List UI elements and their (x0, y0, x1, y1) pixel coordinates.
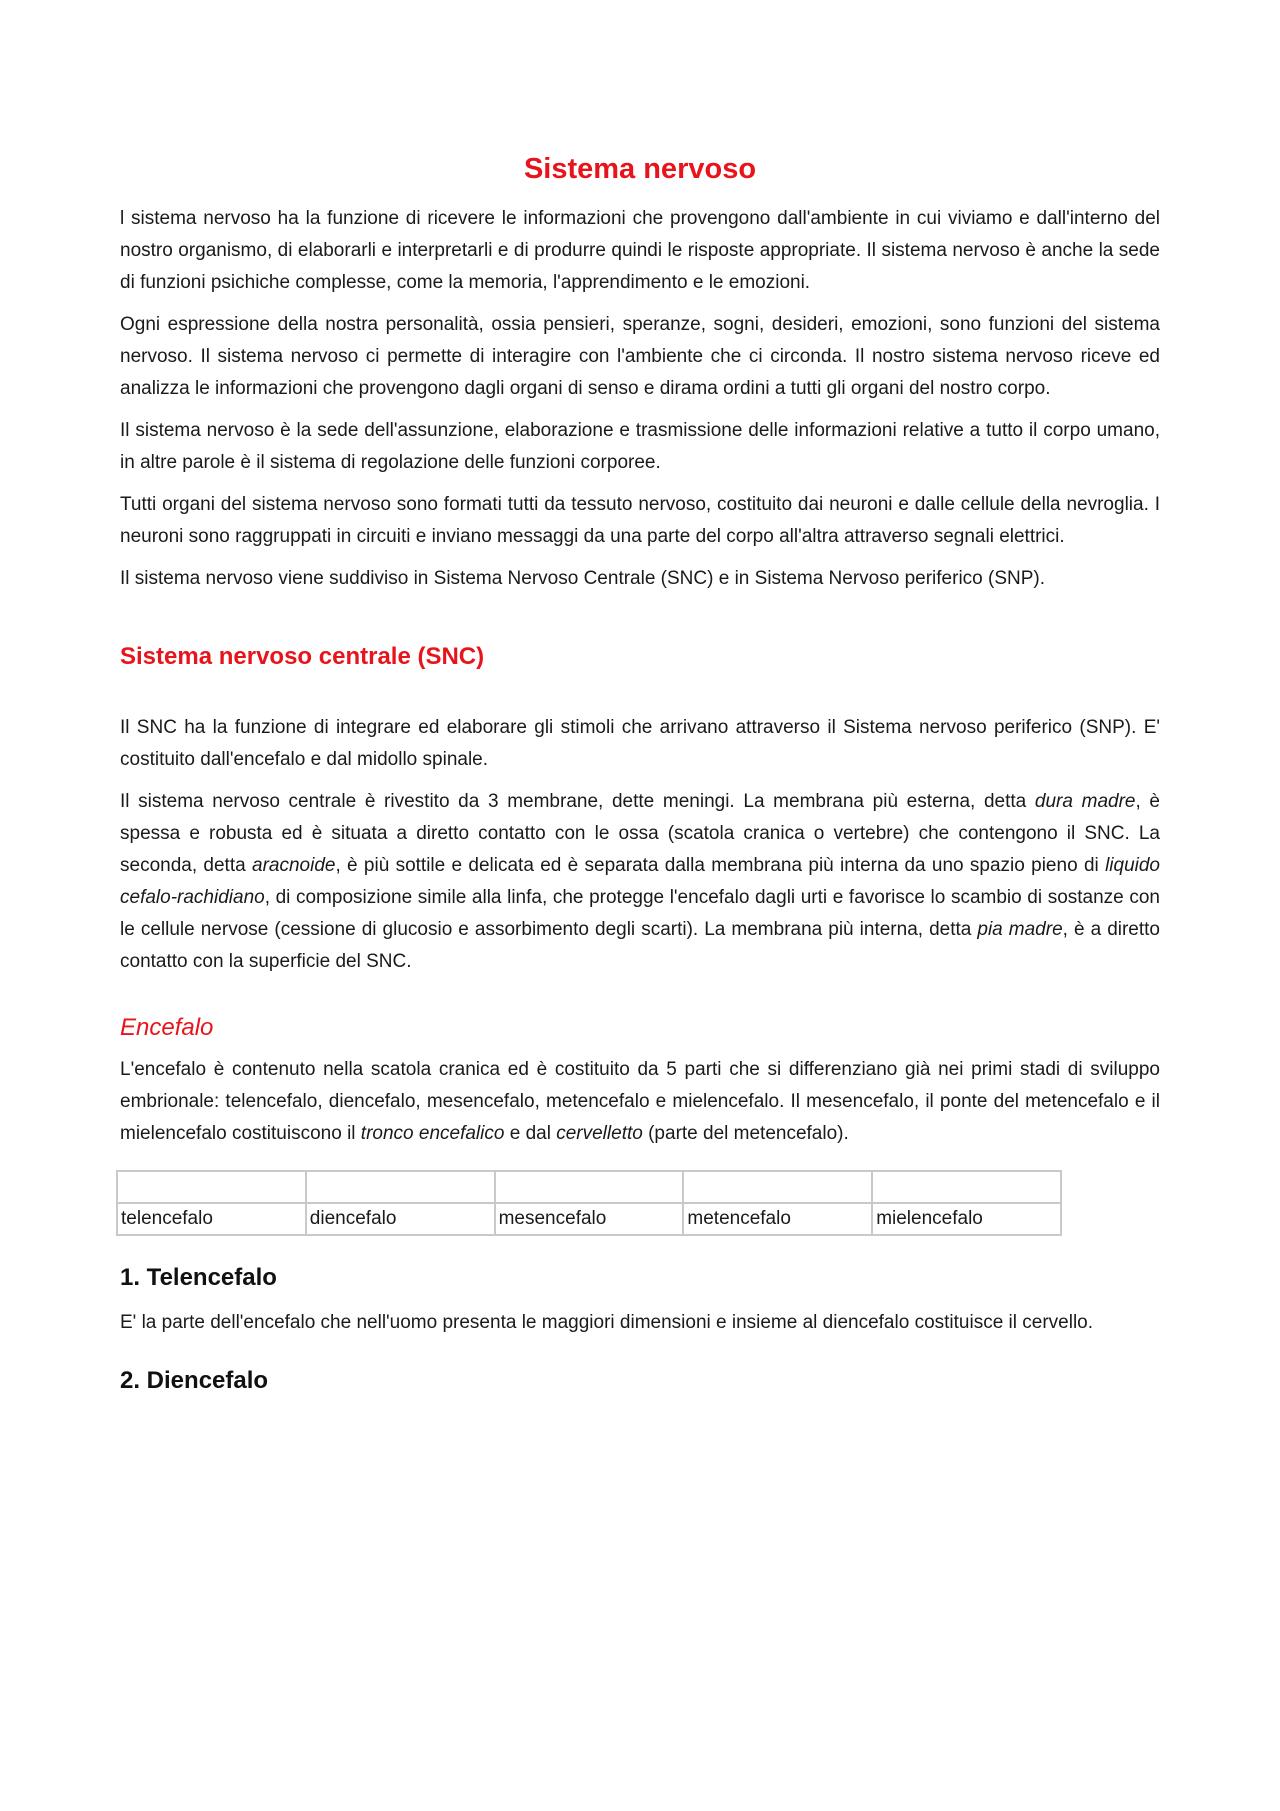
snc-paragraph-2 (120, 786, 1160, 978)
text-run: , è a diretto contatto con la superficie del SNC. (120, 918, 1160, 972)
term-liquido-cefalo-rachidiano: liquido cefalo-rachidiano (120, 854, 1160, 908)
intro-paragraph-1: l sistema nervoso ha la funzione di ricevere le informazioni che provengono dall'ambiente in cui viviamo e dall'interno del nostro organismo, di elaborarli e interpretarli e di produrre quindi le risposte appropriate. Il sistema nervoso è anche la sede di funzioni psichiche complesse, come la memoria, l'apprendimento e le emozioni. (120, 207, 1160, 293)
term-pia-madre: pia madre (977, 918, 1063, 940)
table-cell: mesencefalo (495, 1203, 684, 1235)
intro-paragraph-5: Il sistema nervoso viene suddiviso in Sistema Nervoso Centrale (SNC) e in Sistema Nervoso periferico (SNP). (120, 567, 1046, 589)
table-cell: metencefalo (683, 1203, 872, 1235)
table-cell (117, 1171, 306, 1203)
text-run: L'encefalo è contenuto nella scatola cranica ed è costituito da 5 parti che si differenziano già nei primi stadi di sviluppo embrionale: telencefalo, diencefalo, mesencefalo, metencefalo e mielencefalo. Il mesencefalo, il ponte del metencefalo e il mielencefalo costituiscono il (120, 1059, 1160, 1145)
encefalo-parts-table (116, 1170, 1062, 1236)
text-run: , è spessa e robusta ed è situata a diretto contatto con le ossa (scatola cranica o vertebre) che contengono il SNC. La seconda, detta (120, 790, 1160, 876)
text-run: (parte del metencefalo). (642, 1123, 849, 1145)
table-cell: diencefalo (306, 1203, 495, 1235)
diencefalo-heading: 2. Diencefalo (120, 1367, 269, 1395)
table-cell: telencefalo (117, 1203, 306, 1235)
table-row (117, 1171, 1061, 1203)
encefalo-paragraph (120, 1054, 1160, 1150)
text-run: e dal (504, 1123, 557, 1145)
table-cell (306, 1171, 495, 1203)
table-cell (872, 1171, 1061, 1203)
text-run: , di composizione simile alla linfa, che protegge l'encefalo dagli urti e favorisce lo scambio di sostanze con le cellule nervose (cessione di glucosio e assorbimento degli scarti). La membrana più interna, detta (120, 886, 1160, 940)
telencefalo-paragraph: E' la parte dell'encefalo che nell'uomo presenta le maggiori dimensioni e insieme al diencefalo costituisce il cervello. (120, 1312, 1094, 1334)
document-page (120, 140, 1160, 1410)
intro-paragraph-4: Tutti organi del sistema nervoso sono formati tutti da tessuto nervoso, costituito dai neuroni e dalle cellule della nevroglia. I neuroni sono raggruppati in circuiti e inviano messaggi da una parte del corpo all'altra attraverso segnali elettrici. (120, 493, 1160, 547)
term-tronco-encefalico: tronco encefalico (360, 1123, 505, 1145)
text-run: , è più sottile e delicata ed è separata dalla membrana più interna da uno spazio pieno di (335, 854, 1106, 876)
encefalo-heading: Encefalo (120, 1013, 214, 1041)
telencefalo-heading: 1. Telencefalo (120, 1264, 277, 1292)
term-aracnoide: aracnoide (252, 854, 336, 876)
snc-heading: Sistema nervoso centrale (SNC) (120, 642, 485, 670)
text-run: Il sistema nervoso centrale è rivestito da 3 membrane, dette meningi. La membrana più esterna, detta (120, 790, 1035, 812)
snc-paragraph-1: Il SNC ha la funzione di integrare ed elaborare gli stimoli che arrivano attraverso il Sistema nervoso periferico (SNP). E' costituito dall'encefalo e dal midollo spinale. (120, 716, 1160, 770)
table-row (117, 1203, 1061, 1235)
table-cell: mielencefalo (872, 1203, 1061, 1235)
intro-paragraph-3: Il sistema nervoso è la sede dell'assunzione, elaborazione e trasmissione delle informazioni relative a tutto il corpo umano, in altre parole è il sistema di regolazione delle funzioni corporee. (120, 419, 1160, 473)
table-cell (683, 1171, 872, 1203)
intro-paragraph-2: Ogni espressione della nostra personalità, ossia pensieri, speranze, sogni, desideri, emozioni, sono funzioni del sistema nervoso. Il sistema nervoso ci permette di interagire con l'ambiente che ci circonda. Il nostro sistema nervoso riceve ed analizza le informazioni che provengono dagli organi di senso e dirama ordini a tutti gli organi del nostro corpo. (120, 313, 1160, 399)
term-dura-madre: dura madre (1034, 790, 1136, 812)
document-title: Sistema nervoso (523, 153, 757, 185)
term-cervelletto: cervelletto (556, 1123, 643, 1145)
table-cell (495, 1171, 684, 1203)
